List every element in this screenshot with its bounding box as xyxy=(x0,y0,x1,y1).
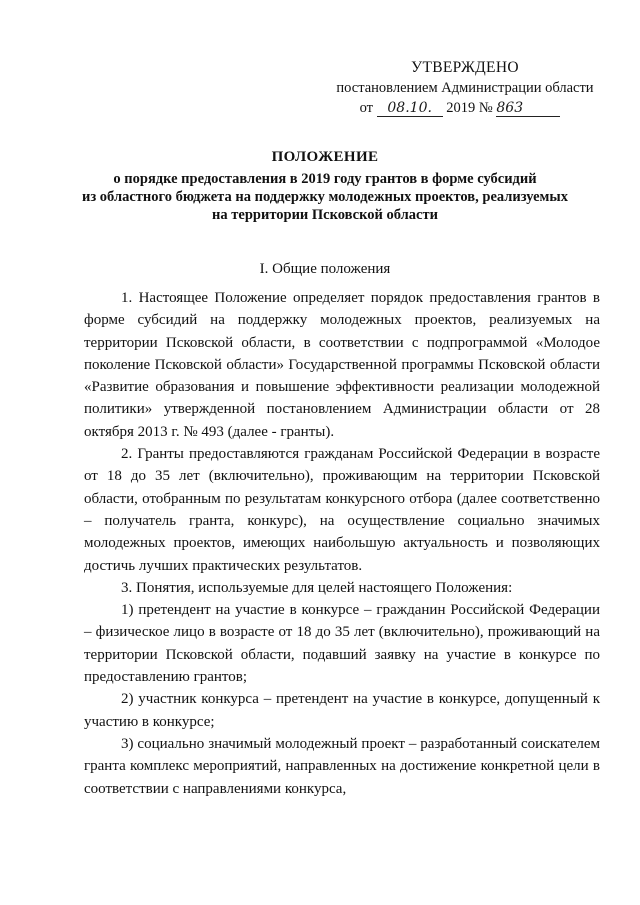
body-paragraph: 2) участник конкурса – претендент на участие в конкурсе, допущенный к участию в конкурсе; xyxy=(84,691,600,730)
approval-title: УТВЕРЖДЕНО xyxy=(411,59,519,76)
body-paragraph: 3) социально значимый молодежный проект – разработанный соискателем гранта комплекс мероприятий, направленных на достижение конкретной цели в соответствии с направлениями конкурса, xyxy=(84,735,600,797)
approval-handwritten-number: 863 xyxy=(496,100,560,117)
approval-year: 2019 № xyxy=(446,100,493,116)
approval-handwritten-date: 08.10. xyxy=(377,100,443,117)
approval-date-prefix: от xyxy=(359,100,374,116)
document-title-block xyxy=(60,148,590,224)
document-subtitle-line: о порядке предоставления в 2019 году грантов в форме субсидий xyxy=(113,171,537,187)
document-subtitle-line: из областного бюджета на поддержку молодежных проектов, реализуемых xyxy=(82,189,568,205)
approval-date-line xyxy=(315,98,605,118)
approval-issuer: постановлением Администрации области xyxy=(336,80,594,96)
document-subtitle-line: на территории Псковской области xyxy=(212,207,438,223)
document-title: ПОЛОЖЕНИЕ xyxy=(271,149,379,165)
section-heading: I. Общие положения xyxy=(259,261,391,277)
body-paragraph: 1. Настоящее Положение определяет порядок предоставления грантов в форме субсидий на поддержку молодежных проектов, реализуемых на территории Псковской области, в соответствии с подпрограммой «Молодое поколение Псковской области» Государственной программы Псковской области «Развитие образования и повышение эффективности реализации молодежной политики» утвержденной постановлением Администрации области от 28 октября 2013 г. № 493 (далее - гранты). xyxy=(84,290,600,440)
approval-stamp xyxy=(320,58,610,118)
body-paragraph: 2. Гранты предоставляются гражданам Российской Федерации в возрасте от 18 до 35 лет (включительно), проживающим на территории Псковской области, отобранным по результатам конкурсного отбора (далее соответственно – получатель гранта, конкурс), на осуществление социально значимых молодежных проектов, имеющих наибольшую актуальность и позволяющих достичь лучших практических результатов. xyxy=(84,446,600,574)
document-body xyxy=(84,284,600,800)
body-paragraph: 1) претендент на участие в конкурсе – гражданин Российской Федерации – физическое лицо в возрасте от 18 до 35 лет (включительно), проживающий на территории Псковской области, подавший заявку на участие в конкурсе по предоставлению грантов; xyxy=(84,602,600,686)
body-paragraph: 3. Понятия, используемые для целей настоящего Положения: xyxy=(121,579,513,596)
